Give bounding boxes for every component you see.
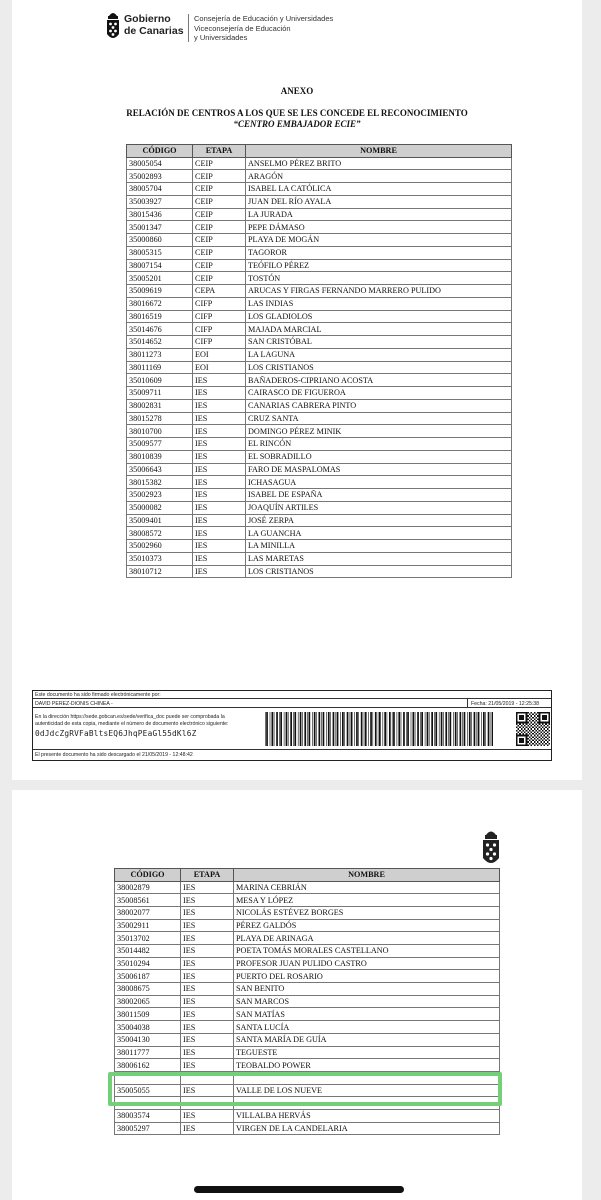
- cell-codigo: 35002923: [127, 489, 193, 502]
- gov-name: [124, 14, 184, 37]
- cell-codigo: 35008561: [115, 894, 181, 907]
- cell-etapa: IES: [193, 552, 246, 565]
- cell-etapa: CEIP: [193, 221, 246, 234]
- table-row: [127, 170, 512, 183]
- table-row: [127, 450, 512, 463]
- cell-etapa: IES: [181, 970, 234, 983]
- cell-etapa: CEIP: [193, 170, 246, 183]
- signer-name: DAVID PEREZ-DIONIS CHINEA -: [33, 699, 551, 708]
- cell-etapa: IES: [193, 412, 246, 425]
- verify-line1: En la dirección https://sede.gobcan.es/sede/verifica_doc puede ser comprobada la: [35, 714, 225, 720]
- table-row: [115, 1046, 500, 1059]
- cell-nombre: TOSTÓN: [246, 272, 512, 285]
- electronic-signature-box: [32, 690, 552, 761]
- cell-codigo: 38016672: [127, 297, 193, 310]
- cell-nombre: PEPE DÁMASO: [246, 221, 512, 234]
- cell-nombre: CANARIAS CABRERA PINTO: [246, 399, 512, 412]
- cell-codigo: 35001347: [127, 221, 193, 234]
- cell-codigo: 38011777: [115, 1046, 181, 1059]
- cell-codigo: 38003574: [115, 1109, 181, 1122]
- cell-codigo: 35000082: [127, 501, 193, 514]
- cell-nombre: LAS MARETAS: [246, 552, 512, 565]
- cell-codigo: 35002893: [127, 170, 193, 183]
- table-row: [127, 374, 512, 387]
- table-row: [127, 501, 512, 514]
- header-etapa: ETAPA: [181, 869, 234, 882]
- cell-codigo: 38011509: [115, 1008, 181, 1021]
- cell-etapa: IES: [181, 1046, 234, 1059]
- table-row: [127, 285, 512, 298]
- header-nombre: NOMBRE: [234, 869, 500, 882]
- cell-codigo: 35009619: [127, 285, 193, 298]
- cell-nombre: MARINA CEBRIÁN: [234, 881, 500, 894]
- table-row: [115, 970, 500, 983]
- cell-codigo: 38010712: [127, 565, 193, 578]
- cell-codigo: 35010373: [127, 552, 193, 565]
- cell-etapa: CIFP: [193, 323, 246, 336]
- cell-nombre: EL RINCÓN: [246, 438, 512, 451]
- document-page-1: [12, 0, 582, 780]
- cell-etapa: IES: [181, 919, 234, 932]
- qr-code-icon: [516, 711, 550, 747]
- cell-codigo: 38010700: [127, 425, 193, 438]
- table-header-row: [127, 145, 512, 158]
- table-row: [115, 995, 500, 1008]
- cell-nombre: LA LAGUNA: [246, 348, 512, 361]
- signature-date: Fecha: 21/05/2019 - 12:25:38: [467, 699, 553, 708]
- cell-nombre: DOMINGO PÉREZ MINIK: [246, 425, 512, 438]
- document-subtitle: “CENTRO EMBAJADOR ECIE”: [233, 119, 361, 129]
- cell-nombre: PLAYA DE MOGÁN: [246, 234, 512, 247]
- cell-etapa: IES: [193, 374, 246, 387]
- cell-codigo: 35004130: [115, 1033, 181, 1046]
- signed-by-label: Este documento ha sido firmado electrónicamente por:: [33, 691, 551, 699]
- barcode-icon: [265, 712, 493, 746]
- table-row: [127, 246, 512, 259]
- table-row: [127, 552, 512, 565]
- cell-etapa: IES: [193, 387, 246, 400]
- cell-codigo: 35010609: [127, 374, 193, 387]
- table-row: [115, 1109, 500, 1122]
- cell-nombre: SAN BENITO: [234, 983, 500, 996]
- table-row: [127, 387, 512, 400]
- cell-etapa: CEIP: [193, 208, 246, 221]
- cell-codigo: 38005704: [127, 183, 193, 196]
- table-row: [127, 336, 512, 349]
- cell-nombre: ICHASAGUA: [246, 476, 512, 489]
- cell-codigo: 38007154: [127, 259, 193, 272]
- cell-nombre: MAJADA MARCIAL: [246, 323, 512, 336]
- cell-nombre: VILLALBA HERVÁS: [234, 1109, 500, 1122]
- cell-etapa: IES: [181, 1122, 234, 1135]
- cell-codigo: 35009711: [127, 387, 193, 400]
- cell-nombre: SAN MARCOS: [234, 995, 500, 1008]
- table-row: [127, 157, 512, 170]
- cell-nombre: ISABEL DE ESPAÑA: [246, 489, 512, 502]
- document-title: RELACIÓN DE CENTROS A LOS QUE SE LES CONCEDE EL RECONOCIMIENTO: [126, 108, 468, 118]
- table-header-row: [115, 869, 500, 882]
- cell-nombre: BAÑADEROS-CIPRIANO ACOSTA: [246, 374, 512, 387]
- cell-codigo: 38008572: [127, 527, 193, 540]
- cell-codigo: 38002077: [115, 906, 181, 919]
- gov-name-line2: de Canarias: [124, 24, 184, 37]
- table-row: [115, 1122, 500, 1135]
- cell-codigo: 38006162: [115, 1059, 181, 1072]
- cell-etapa: EOI: [193, 361, 246, 374]
- cell-codigo: 38002065: [115, 995, 181, 1008]
- cell-nombre: NICOLÁS ESTÉVEZ BORGES: [234, 906, 500, 919]
- cell-nombre: MESA Y LÓPEZ: [234, 894, 500, 907]
- home-indicator[interactable]: [194, 1186, 404, 1193]
- cell-nombre: JUAN DEL RÍO AYALA: [246, 195, 512, 208]
- cell-etapa: IES: [181, 1021, 234, 1034]
- cell-nombre: POETA TOMÁS MORALES CASTELLANO: [234, 945, 500, 958]
- cell-codigo: 35009401: [127, 514, 193, 527]
- cell-etapa: IES: [181, 894, 234, 907]
- cell-etapa: CEIP: [193, 259, 246, 272]
- cell-etapa: IES: [181, 932, 234, 945]
- cell-nombre: CAIRASCO DE FIGUEROA: [246, 387, 512, 400]
- cell-etapa: IES: [193, 501, 246, 514]
- anexo-heading: ANEXO: [280, 86, 314, 96]
- header-divider: [188, 14, 189, 42]
- cell-etapa: IES: [181, 995, 234, 1008]
- cell-etapa: IES: [181, 945, 234, 958]
- cell-codigo: 35005201: [127, 272, 193, 285]
- table-row: [115, 894, 500, 907]
- header-etapa: ETAPA: [193, 145, 246, 158]
- cell-codigo: 35006187: [115, 970, 181, 983]
- table-row: [115, 919, 500, 932]
- cell-codigo: 35002960: [127, 540, 193, 553]
- cell-codigo: 35002911: [115, 919, 181, 932]
- cell-codigo: 35003927: [127, 195, 193, 208]
- download-note: El presente documento ha sido descargado el 21/05/2019 - 12:48:42: [35, 752, 193, 758]
- cell-nombre: PROFESOR JUAN PULIDO CASTRO: [234, 957, 500, 970]
- cell-nombre: PLAYA DE ARINAGA: [234, 932, 500, 945]
- cell-nombre: VALLE DE LOS NUEVE: [234, 1084, 500, 1097]
- table-row: [115, 932, 500, 945]
- coat-of-arms-icon: [480, 828, 502, 872]
- table-row: [127, 310, 512, 323]
- table-row: [115, 1021, 500, 1034]
- cell-nombre: TEÓFILO PÉREZ: [246, 259, 512, 272]
- cell-etapa: IES: [193, 463, 246, 476]
- cell-etapa: IES: [181, 881, 234, 894]
- cell-nombre: LA MINILLA: [246, 540, 512, 553]
- table-row: [127, 540, 512, 553]
- cell-etapa: IES: [193, 489, 246, 502]
- cell-codigo: 38005297: [115, 1122, 181, 1135]
- dept-line2: Viceconsejería de Educación: [194, 23, 291, 33]
- centers-table-page1: [126, 144, 512, 578]
- gov-name-line1: Gobierno: [124, 13, 171, 25]
- cell-etapa: IES: [193, 450, 246, 463]
- cell-codigo: 38015278: [127, 412, 193, 425]
- document-code: 0dJdcZgRVFaBltsEQ6JhqPEaGl55dKl6Z: [35, 729, 197, 738]
- cell-etapa: IES: [181, 906, 234, 919]
- table-row: [115, 983, 500, 996]
- table-row: [127, 425, 512, 438]
- cell-codigo: 35013702: [115, 932, 181, 945]
- cell-codigo: 38015382: [127, 476, 193, 489]
- cell-codigo: 38010839: [127, 450, 193, 463]
- cell-nombre: LOS GLADIOLOS: [246, 310, 512, 323]
- cell-etapa: CEIP: [193, 234, 246, 247]
- table-row: [127, 361, 512, 374]
- cell-nombre: ISABEL LA CATÓLICA: [246, 183, 512, 196]
- cell-codigo: 35005055: [115, 1084, 181, 1097]
- cell-etapa: IES: [181, 1033, 234, 1046]
- cell-etapa: CEIP: [193, 246, 246, 259]
- table-row: [127, 221, 512, 234]
- cell-etapa: CIFP: [193, 297, 246, 310]
- cell-etapa: IES: [181, 957, 234, 970]
- cell-etapa: CEIP: [193, 183, 246, 196]
- cell-codigo: 35004038: [115, 1021, 181, 1034]
- table-row: [115, 957, 500, 970]
- cell-codigo: 38016519: [127, 310, 193, 323]
- cell-codigo: 35000860: [127, 234, 193, 247]
- cell-nombre: TAGOROR: [246, 246, 512, 259]
- verify-line2: autenticidad de esta copia, mediante el número de documento electrónico siguiente:: [35, 720, 229, 727]
- cell-codigo: 35014676: [127, 323, 193, 336]
- cell-etapa: IES: [193, 565, 246, 578]
- cell-nombre: TEOBALDO POWER: [234, 1059, 500, 1072]
- highlight-box: [108, 1072, 502, 1106]
- cell-nombre: LA GUANCHA: [246, 527, 512, 540]
- cell-etapa: IES: [193, 438, 246, 451]
- cell-nombre: LA JURADA: [246, 208, 512, 221]
- cell-etapa: IES: [181, 1059, 234, 1072]
- table-row: [115, 945, 500, 958]
- cell-codigo: 35014652: [127, 336, 193, 349]
- cell-etapa: IES: [193, 540, 246, 553]
- cell-etapa: CIFP: [193, 310, 246, 323]
- coat-of-arms-icon: [104, 10, 122, 46]
- table-row: [127, 208, 512, 221]
- table-row: [115, 1033, 500, 1046]
- table-row: [115, 1059, 500, 1072]
- table-row: [127, 183, 512, 196]
- table-row: [127, 234, 512, 247]
- table-row: [127, 272, 512, 285]
- cell-codigo: 35009577: [127, 438, 193, 451]
- cell-etapa: IES: [193, 399, 246, 412]
- cell-nombre: VIRGEN DE LA CANDELARIA: [234, 1122, 500, 1135]
- table-row: [127, 297, 512, 310]
- dept-line1: Consejería de Educación y Universidades: [194, 14, 334, 23]
- cell-codigo: 38005054: [127, 157, 193, 170]
- dept-line3: y Universidades: [194, 33, 248, 42]
- cell-nombre: LOS CRISTIANOS: [246, 565, 512, 578]
- cell-codigo: 38002831: [127, 399, 193, 412]
- cell-nombre: ANSELMO PÉREZ BRITO: [246, 157, 512, 170]
- cell-codigo: 38008675: [115, 983, 181, 996]
- cell-codigo: 38015436: [127, 208, 193, 221]
- table-row: [127, 195, 512, 208]
- cell-nombre: LOS CRISTIANOS: [246, 361, 512, 374]
- cell-codigo: 35010294: [115, 957, 181, 970]
- cell-nombre: JOAQUÍN ARTILES: [246, 501, 512, 514]
- table-row: [127, 489, 512, 502]
- cell-codigo: 35006643: [127, 463, 193, 476]
- cell-etapa: IES: [181, 1084, 234, 1097]
- table-row: [127, 259, 512, 272]
- cell-etapa: IES: [193, 476, 246, 489]
- department: [194, 14, 394, 43]
- cell-codigo: 38002879: [115, 881, 181, 894]
- cell-nombre: TEGUESTE: [234, 1046, 500, 1059]
- cell-nombre: ARUCAS Y FIRGAS FERNANDO MARRERO PULIDO: [246, 285, 512, 298]
- cell-nombre: SANTA LUCÍA: [234, 1021, 500, 1034]
- cell-nombre: PÉREZ GALDÓS: [234, 919, 500, 932]
- cell-nombre: EL SOBRADILLO: [246, 450, 512, 463]
- cell-codigo: 38005315: [127, 246, 193, 259]
- header-nombre: NOMBRE: [246, 145, 512, 158]
- cell-nombre: PUERTO DEL ROSARIO: [234, 970, 500, 983]
- cell-codigo: 38011273: [127, 348, 193, 361]
- cell-nombre: SANTA MARÍA DE GUÍA: [234, 1033, 500, 1046]
- cell-etapa: IES: [181, 983, 234, 996]
- table-row: [127, 527, 512, 540]
- table-row: [127, 412, 512, 425]
- cell-nombre: SAN CRISTÓBAL: [246, 336, 512, 349]
- cell-nombre: LAS INDIAS: [246, 297, 512, 310]
- cell-codigo: 35014482: [115, 945, 181, 958]
- cell-nombre: SAN MATÍAS: [234, 1008, 500, 1021]
- cell-etapa: IES: [193, 514, 246, 527]
- table-row: [127, 463, 512, 476]
- table-body: [127, 157, 512, 578]
- cell-nombre: FARO DE MASPALOMAS: [246, 463, 512, 476]
- cell-etapa: IES: [181, 1008, 234, 1021]
- table-row: [127, 348, 512, 361]
- cell-etapa: EOI: [193, 348, 246, 361]
- cell-etapa: CEPA: [193, 285, 246, 298]
- cell-nombre: ARAGÓN: [246, 170, 512, 183]
- table-row: [127, 323, 512, 336]
- cell-nombre: CRUZ SANTA: [246, 412, 512, 425]
- table-row: [127, 399, 512, 412]
- table-row: [115, 906, 500, 919]
- cell-etapa: IES: [193, 425, 246, 438]
- table-row: [115, 881, 500, 894]
- table-row: [127, 565, 512, 578]
- cell-etapa: CEIP: [193, 195, 246, 208]
- cell-etapa: IES: [181, 1109, 234, 1122]
- cell-nombre: JOSÉ ZERPA: [246, 514, 512, 527]
- cell-etapa: CEIP: [193, 157, 246, 170]
- table-row: [115, 1008, 500, 1021]
- cell-etapa: IES: [193, 527, 246, 540]
- table-row: [127, 438, 512, 451]
- table-row: [127, 514, 512, 527]
- cell-etapa: CEIP: [193, 272, 246, 285]
- cell-codigo: 38011169: [127, 361, 193, 374]
- table-row: [127, 476, 512, 489]
- header-codigo: CÓDIGO: [115, 869, 181, 882]
- cell-etapa: CIFP: [193, 336, 246, 349]
- header-codigo: CÓDIGO: [127, 145, 193, 158]
